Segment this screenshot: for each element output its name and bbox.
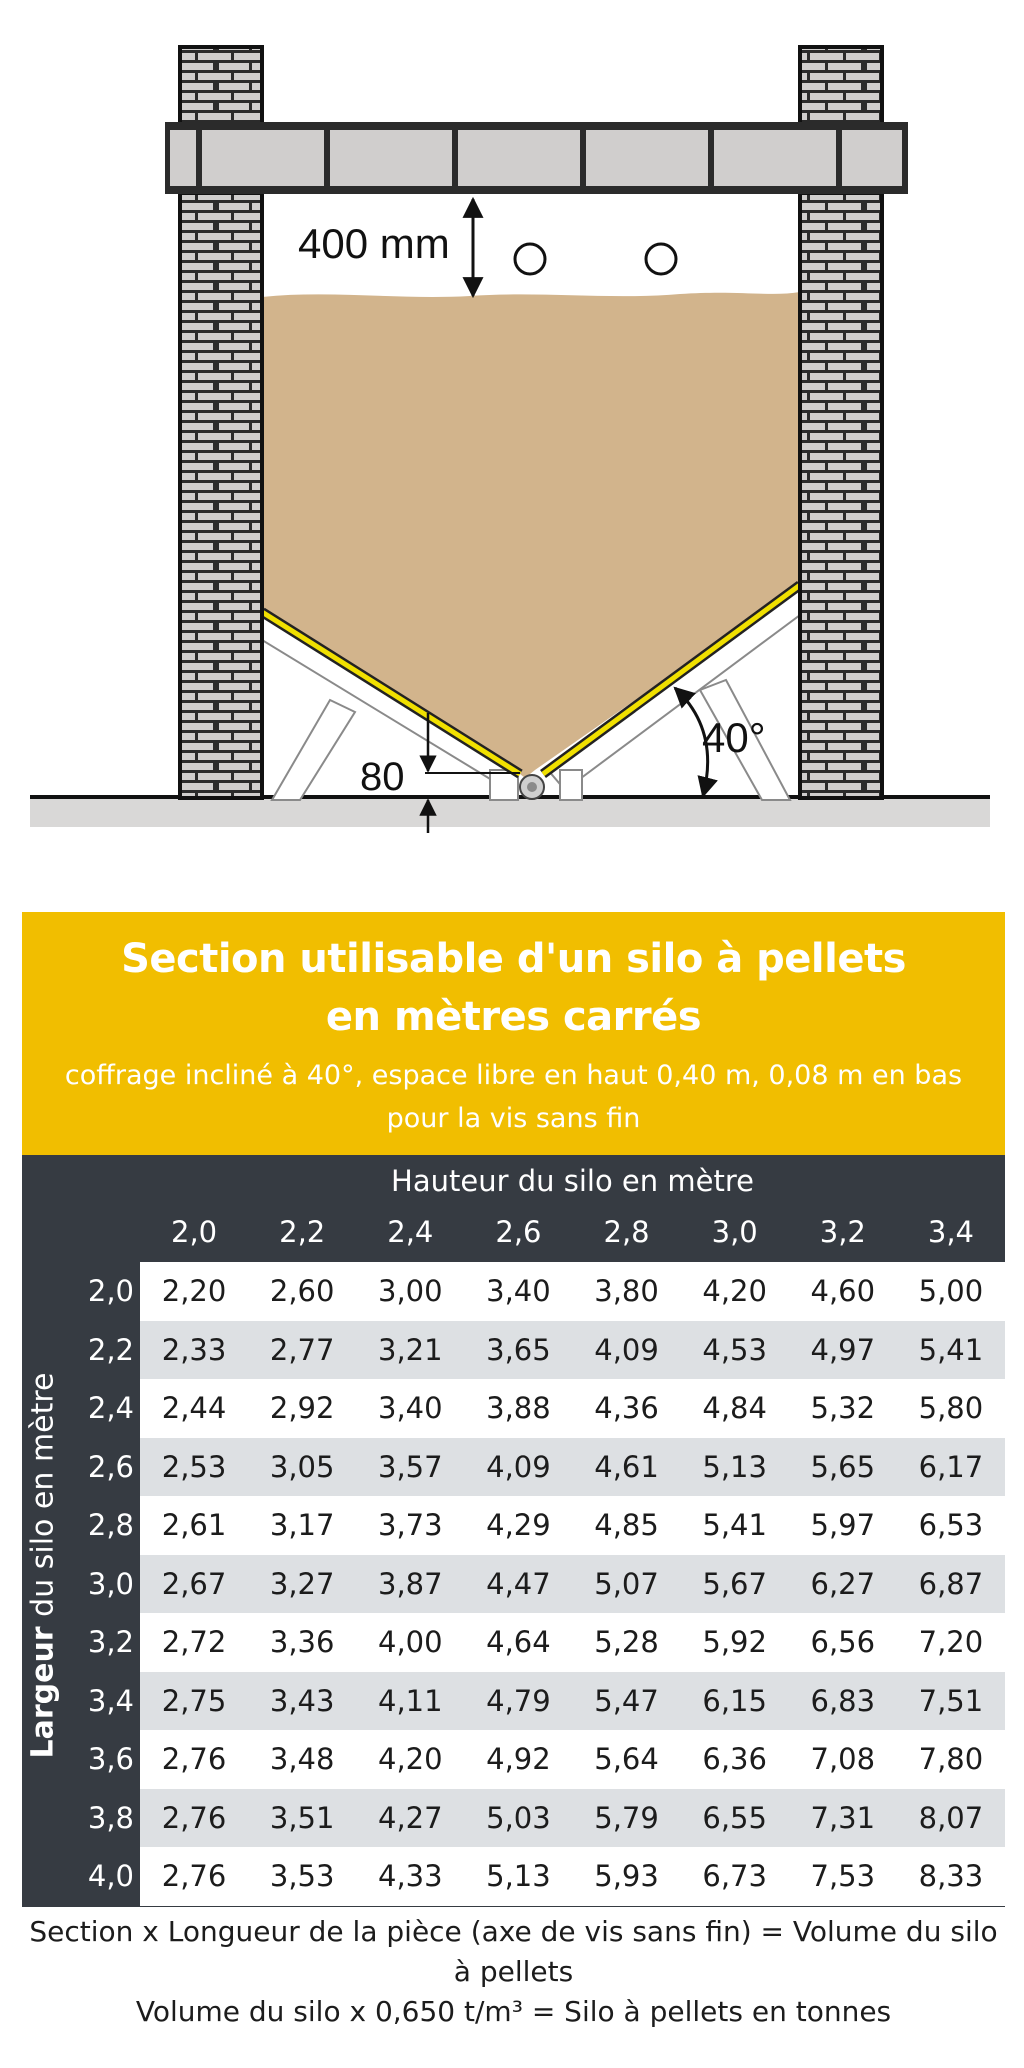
- table-cell: 5,93: [594, 1859, 659, 1893]
- table-cell: 5,13: [486, 1859, 551, 1893]
- table-cell: 4,00: [378, 1625, 443, 1659]
- table-row: [140, 1321, 1005, 1380]
- table-row: [140, 1789, 1005, 1848]
- table-cell: 2,60: [269, 1274, 335, 1308]
- table-cell: 8,07: [918, 1800, 984, 1835]
- formula-line1: Section x Longueur de la pièce (axe de vis sans fin) = Volume du silo: [29, 1915, 998, 1948]
- table-cell: 5,00: [918, 1274, 984, 1308]
- table-cell: 2,53: [161, 1449, 227, 1484]
- table-cell: 2,20: [161, 1274, 227, 1308]
- table-cell: 3,21: [378, 1332, 443, 1367]
- table-cell: 4,09: [486, 1449, 551, 1484]
- table-cell: 5,03: [486, 1800, 551, 1835]
- table-cell: 6,55: [702, 1800, 767, 1835]
- silo-cross-section-diagram: [0, 0, 1024, 870]
- table-cell: 4,09: [594, 1332, 659, 1367]
- table-cell: 2,77: [269, 1332, 335, 1367]
- table-row: [140, 1730, 1005, 1789]
- table-cell: 5,64: [594, 1742, 659, 1776]
- table-cell: 6,53: [918, 1508, 984, 1542]
- top-clearance-label: 400 mm: [298, 220, 450, 267]
- table-cell: 6,56: [810, 1625, 876, 1659]
- table-subtitle-line2: pour la vis sans fin: [386, 1103, 641, 1134]
- table-cell: 7,51: [918, 1683, 984, 1718]
- column-header: 3,2: [819, 1215, 866, 1249]
- table-cell: 5,41: [918, 1332, 984, 1367]
- table-title-line1: Section utilisable d'un silo à pellets: [121, 936, 906, 982]
- table-cell: 2,33: [161, 1332, 227, 1367]
- table-cell: 5,79: [594, 1800, 659, 1835]
- table-cell: 3,43: [269, 1683, 335, 1718]
- table-cell: 6,17: [918, 1449, 984, 1484]
- table-cell: 3,57: [378, 1449, 443, 1484]
- table-subtitle: [22, 1051, 1005, 1143]
- table-cell: 3,53: [269, 1859, 335, 1893]
- table-cell: 8,33: [918, 1859, 984, 1893]
- formula-line2: à pellets: [453, 1955, 574, 1988]
- row-header: 2,6: [87, 1449, 134, 1484]
- table-cell: 3,88: [486, 1391, 551, 1425]
- table-cell: 4,20: [702, 1274, 767, 1308]
- row-header: 3,6: [87, 1742, 134, 1776]
- table-cell: 5,13: [702, 1449, 767, 1484]
- bottom-clearance-label: 80: [360, 755, 405, 799]
- table-cell: 5,97: [810, 1508, 876, 1542]
- ceiling-slab: [165, 122, 908, 194]
- table-cell: 4,84: [702, 1391, 767, 1425]
- table-cell: 2,76: [161, 1742, 227, 1776]
- table-cell: 4,33: [378, 1859, 443, 1893]
- table-cell: 5,07: [594, 1566, 659, 1601]
- table-cell: 3,48: [269, 1742, 335, 1776]
- table-cell: 6,27: [810, 1566, 876, 1601]
- formula-footer: [22, 1912, 1005, 2032]
- table-cell: 5,41: [702, 1508, 767, 1542]
- table-cell: 5,65: [810, 1449, 876, 1484]
- table-cell: 4,92: [486, 1742, 551, 1776]
- table-cell: 3,40: [486, 1274, 551, 1308]
- screw-auger: [520, 775, 544, 799]
- table-cell: 3,80: [594, 1274, 659, 1308]
- table-cell: 2,76: [161, 1800, 227, 1835]
- table-cell: 5,67: [702, 1566, 767, 1601]
- table-cell: 7,20: [918, 1625, 984, 1659]
- column-header: 2,0: [171, 1215, 218, 1249]
- row-header: 3,2: [87, 1625, 134, 1659]
- row-header: 2,4: [87, 1391, 134, 1425]
- filling-pipe-opening: [515, 244, 545, 274]
- table-cell: 7,31: [810, 1800, 876, 1835]
- table-row: [140, 1672, 1005, 1731]
- column-header: 2,4: [387, 1215, 434, 1249]
- table-row: [140, 1496, 1005, 1555]
- row-axis-title: [22, 1270, 64, 1860]
- row-header: 2,2: [87, 1332, 134, 1367]
- column-axis-title: Hauteur du silo en mètre: [391, 1164, 754, 1198]
- table-cell: 3,40: [378, 1391, 443, 1425]
- floor-slab: [30, 797, 990, 827]
- table-cell: 5,28: [594, 1625, 659, 1659]
- table-cell: 4,27: [378, 1800, 443, 1835]
- table-cell: 5,32: [810, 1391, 876, 1425]
- table-cell: 4,36: [594, 1391, 659, 1425]
- table-cell: 4,60: [810, 1274, 876, 1308]
- row-axis-title-bold: Largeur: [25, 1625, 61, 1759]
- table-cell: 4,29: [486, 1508, 551, 1542]
- table-cell: 7,53: [810, 1859, 876, 1893]
- table-cell: 2,72: [161, 1625, 227, 1659]
- formula-line3: Volume du silo x 0,650 t/m³ = Silo à pellets en tonnes: [135, 1995, 892, 2028]
- table-row: [140, 1613, 1005, 1672]
- row-header: 3,4: [87, 1683, 134, 1718]
- table-cell: 3,27: [269, 1566, 335, 1601]
- table-cell: 7,80: [918, 1742, 984, 1776]
- table-cell: 3,87: [378, 1566, 443, 1601]
- row-header: 2,0: [87, 1274, 134, 1308]
- table-cell: 4,79: [486, 1683, 551, 1718]
- table-cell: 6,15: [702, 1683, 767, 1718]
- left-brick-wall-upper: [180, 47, 262, 125]
- table-cell: 6,83: [810, 1683, 876, 1718]
- table-cell: 6,36: [702, 1742, 767, 1776]
- filling-pipe-opening: [646, 244, 676, 274]
- column-header: 3,4: [927, 1215, 974, 1249]
- table-row: [140, 1379, 1005, 1438]
- table-cell: 2,92: [269, 1391, 335, 1425]
- table-cell: 2,67: [161, 1566, 227, 1601]
- table-cell: 4,97: [810, 1332, 876, 1367]
- table-cell: 5,80: [918, 1391, 984, 1425]
- table-cell: 4,47: [486, 1566, 551, 1601]
- table-cell: 3,36: [269, 1625, 335, 1659]
- table-cell: 3,17: [269, 1508, 335, 1542]
- column-header: 2,8: [603, 1215, 650, 1249]
- row-header: 3,0: [87, 1566, 134, 1601]
- table-cell: 3,00: [378, 1274, 443, 1308]
- table-cell: 7,08: [810, 1742, 876, 1776]
- table-row: [140, 1847, 1005, 1906]
- row-header: 3,8: [87, 1800, 134, 1835]
- table-title-line2: en mètres carrés: [325, 994, 702, 1040]
- table-cell: 4,64: [486, 1625, 551, 1659]
- column-header: 2,6: [495, 1215, 542, 1249]
- table-cell: 3,05: [269, 1449, 335, 1484]
- table-row: [140, 1555, 1005, 1614]
- right-brick-wall-upper: [800, 47, 882, 125]
- row-axis-title-rest: du silo en mètre: [25, 1371, 61, 1626]
- table-cell: 5,47: [594, 1683, 659, 1718]
- table-cell: 4,20: [378, 1742, 443, 1776]
- table-cell: 2,76: [161, 1859, 227, 1893]
- table-cell: 2,44: [161, 1391, 227, 1425]
- table-cell: 6,73: [702, 1859, 767, 1893]
- angle-label: 40°: [702, 714, 766, 761]
- row-header: 2,8: [87, 1508, 134, 1542]
- table-cell: 2,61: [161, 1508, 227, 1542]
- table-cell: 4,61: [594, 1449, 659, 1484]
- table-cell: 2,75: [161, 1683, 227, 1718]
- table-cell: 3,65: [486, 1332, 551, 1367]
- table-title-banner: [22, 912, 1005, 1155]
- left-brick-wall-lower: [180, 193, 262, 798]
- table-row: [140, 1438, 1005, 1497]
- right-brick-wall-lower: [800, 193, 882, 798]
- table-cell: 4,85: [594, 1508, 659, 1542]
- row-headers: [64, 1262, 140, 1906]
- table-cell: 4,11: [378, 1683, 443, 1718]
- table-body: [140, 1262, 1005, 1906]
- table-cell: 4,53: [702, 1332, 767, 1367]
- table-cell: 5,92: [702, 1625, 767, 1659]
- table-subtitle-line1: coffrage incliné à 40°, espace libre en haut 0,40 m, 0,08 m en bas: [64, 1060, 963, 1091]
- table-cell: 6,87: [918, 1566, 984, 1601]
- column-headers: [140, 1206, 1005, 1258]
- table-row: [140, 1262, 1005, 1321]
- table-cell: 3,73: [378, 1508, 443, 1542]
- row-header: 4,0: [87, 1859, 134, 1893]
- table-cell: 3,51: [269, 1800, 335, 1835]
- column-header: 2,2: [279, 1215, 326, 1249]
- column-header: 3,0: [711, 1215, 758, 1249]
